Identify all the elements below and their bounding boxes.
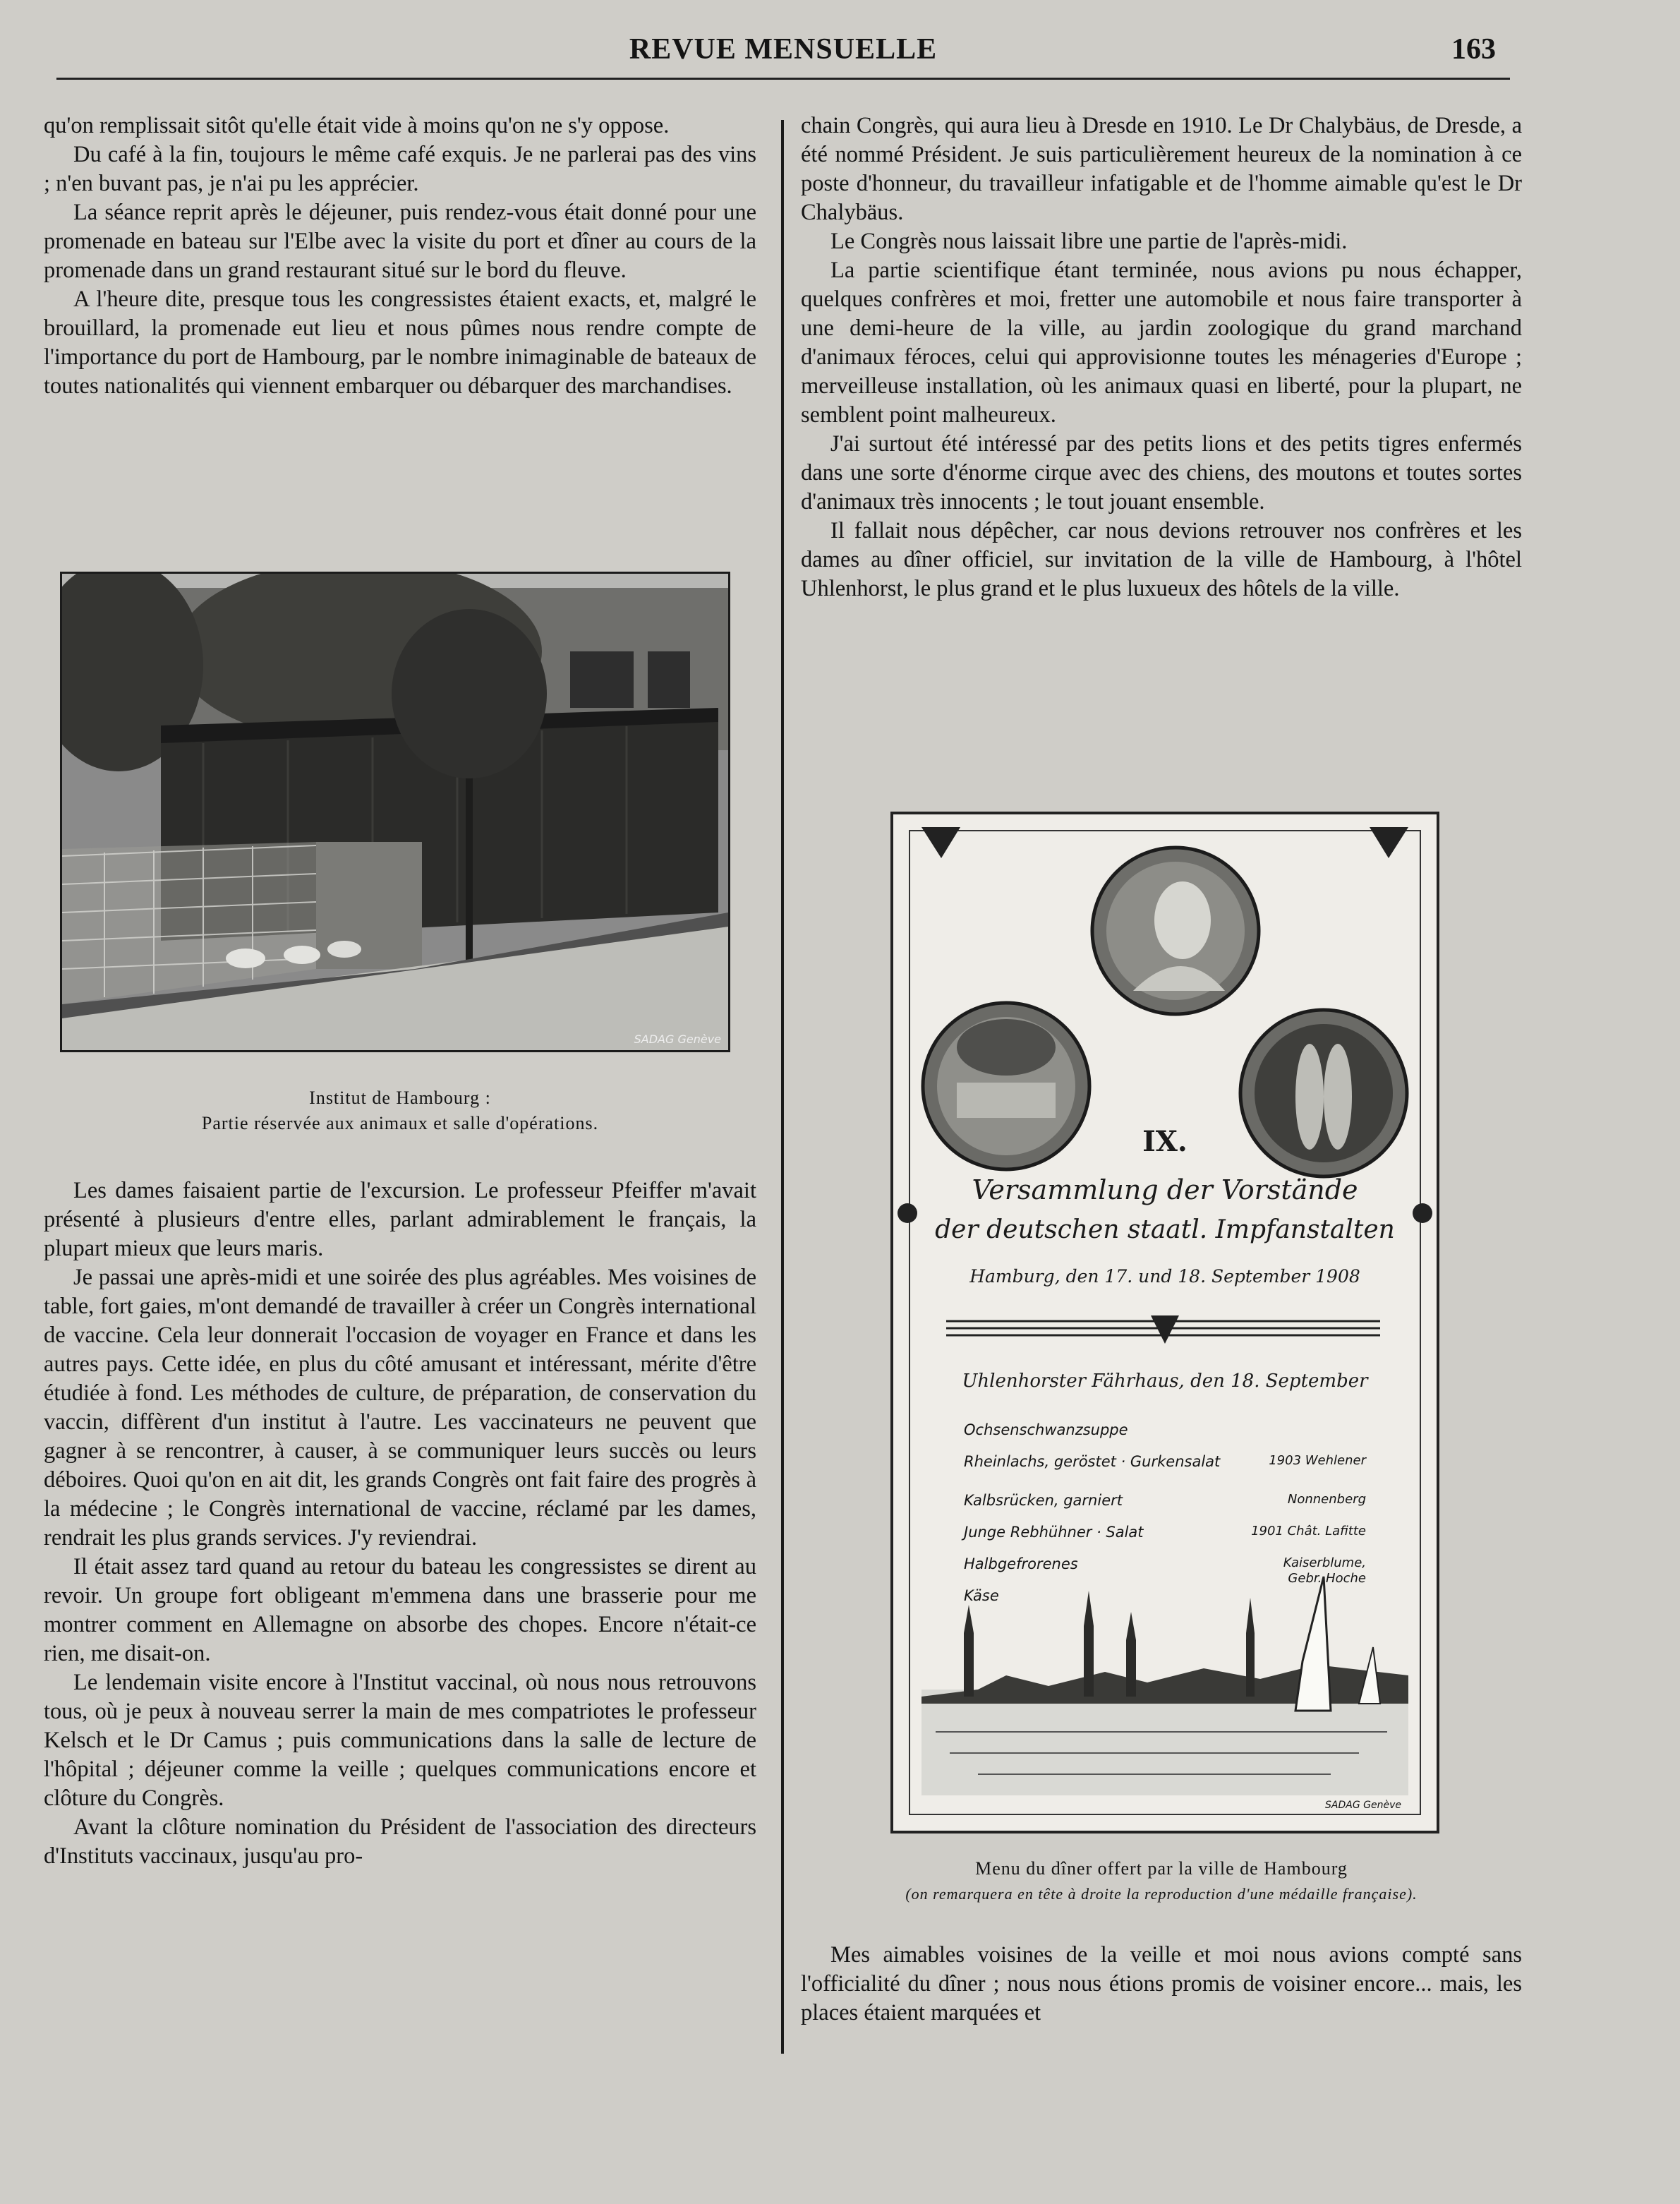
paragraph: Le Congrès nous laissait libre une partie de l'après-midi.	[830, 229, 1348, 254]
paragraph: Il était assez tard quand au retour du bateau les congressistes se dirent au revoir. Un groupe fort obligeant m'emmena dans une brasserie pour me montrer comment en Allemagne on absorbe des chopes. Encore n'était-ce rien, me disait-on.	[44, 1554, 756, 1666]
paragraph: Mes aimables voisines de la veille et moi nous avions compté sans l'officialité du dîner ; nous nous étions promis de voisiner encore... mais, les places étaient marquées et	[801, 1942, 1522, 2025]
left-column-top-text	[44, 112, 756, 401]
menu-dish: Rheinlachs, geröstet · Gurkensalat	[964, 1453, 1221, 1470]
paragraph: La partie scientifique étant terminée, nous avions pu nous échapper, quelques confrères et moi, fretter une automobile et nous faire transporter à une demi-heure de la ville, au jardin zoologique du grand marchand d'animaux féroces, celui qui approvisionne toutes les ménageries d'Europe ; merveilleuse installation, où les animaux quasi en liberté, pour la plupart, ne semblent point malheureux.	[801, 258, 1522, 428]
menu-wine: Nonnenberg	[1287, 1492, 1366, 1507]
menu-wine: 1901 Chât. Lafitte	[1251, 1524, 1366, 1538]
menu-item	[964, 1587, 1366, 1615]
menu-dish: Junge Rebhühner · Salat	[964, 1524, 1144, 1541]
institute-photo	[60, 572, 730, 1052]
menu-item	[964, 1453, 1366, 1481]
paragraph: Je passai une après-midi et une soirée des plus agréables. Mes voisines de table, fort gaies, m'ont demandé de travailler à créer un Congrès international de vaccine. Cela leur donnerait l'occasion de voyager en France et dans les autres pays. Cette idée, en plus du côté amusant et intéressant, mérite d'être étudiée à fond. Les méthodes de culture, de préparation, de conservation du vaccin, diffèrent d'un institut à l'autre. Les vaccinateurs ne peuvent que gagner à se rencontrer, à causer, à se communiquer leurs succès ou leurs déboires. Quoi qu'on en ait dit, les grands Congrès ont fait faire des progrès à la médecine ; le Congrès international de vaccine, réclamé par les dames, rendrait les plus grands services. J'y reviendrai.	[44, 1265, 756, 1550]
medal-portrait	[1092, 848, 1259, 1014]
paragraph: Les dames faisaient partie de l'excursion. Le professeur Pfeiffer m'avait présenté à plusieurs d'entre elles, parlant admirablement le français, la plupart mieux que leurs maris.	[44, 1178, 756, 1261]
menu-card	[890, 812, 1439, 1833]
menu-caption	[801, 1856, 1522, 1907]
left-column-bottom-text	[44, 1176, 756, 1871]
menu-signature: SADAG Genève	[1325, 1800, 1401, 1811]
menu-title-line2: der deutschen staatl. Impfanstalten	[935, 1215, 1395, 1244]
photo-caption-line1: Institut de Hambourg :	[309, 1088, 491, 1108]
paragraph: A l'heure dite, presque tous les congressistes étaient exacts, et, malgré le brouillard, la promenade eut lieu et nous pûmes nous rendre compte de l'importance du port de Hambourg, par le nombre inimaginable de bateaux de toutes nationalités qui viennent embarquer ou débarquer des marchandises.	[44, 287, 756, 399]
menu-item	[964, 1421, 1366, 1450]
menu-dish: Kalbsrücken, garniert	[964, 1492, 1123, 1509]
right-column-top-text	[801, 112, 1522, 603]
photo-caption	[44, 1085, 756, 1136]
photo-illustration	[62, 574, 728, 1050]
menu-dish: Käse	[964, 1587, 999, 1604]
menu-item	[964, 1555, 1366, 1584]
menu-wine: Kaiserblume, Gebr. Hoche	[1283, 1555, 1366, 1586]
paragraph: La séance reprit après le déjeuner, puis rendez-vous était donné pour une promenade en bateau sur l'Elbe avec la visite du port et dîner au cours de la promenade dans un grand restaurant situé sur le bord du fleuve.	[44, 200, 756, 283]
right-column-bottom-text	[801, 1941, 1522, 2028]
menu-item	[964, 1524, 1366, 1552]
menu-caption-line2: (on remarquera en tête à droite la reproduction d'une médaille française).	[905, 1885, 1418, 1903]
menu-decoration	[893, 814, 1437, 1831]
menu-title-line1: Versammlung der Vorstände	[972, 1174, 1358, 1205]
menu-number: IX.	[1142, 1125, 1188, 1158]
running-title: REVUE MENSUELLE	[629, 33, 938, 66]
menu-place-date: Hamburg, den 17. und 18. September 1908	[969, 1266, 1360, 1287]
paragraph: Il fallait nous dépêcher, car nous devions retrouver nos confrères et les dames au dîner officiel, sur invitation de la ville de Hambourg, à l'hôtel Uhlenhorst, le plus grand et le plus luxueux des hôtels de la ville.	[801, 518, 1522, 601]
menu-dish: Ochsenschwanzsuppe	[964, 1421, 1128, 1438]
page-header	[56, 28, 1510, 80]
menu-item	[964, 1492, 1366, 1520]
photo-signature: SADAG Genève	[634, 1032, 721, 1046]
paragraph: chain Congrès, qui aura lieu à Dresde en 1910. Le Dr Chalybäus, de Dresde, a été nommé Président. Je suis particulièrement heureux de la nomination à ce poste d'honneur, du travailleur infatigable et de l'homme aimable qu'est le Dr Chalybäus.	[801, 113, 1522, 225]
menu-dish: Halbgefrorenes	[964, 1555, 1078, 1572]
page-number: 163	[1451, 33, 1496, 66]
column-divider	[781, 120, 784, 2054]
menu-caption-line1: Menu du dîner offert par la ville de Hambourg	[975, 1858, 1348, 1879]
paragraph: Le lendemain visite encore à l'Institut vaccinal, où nous nous retrouvons tous, où je peux à nouveau serrer la main de mes compatriotes le professeur Kelsch et le Dr Camus ; puis communications dans la salle de lecture de l'hôpital ; déjeuner comme la veille ; quelques communications encore et clôture du Congrès.	[44, 1670, 756, 1811]
photo-caption-line2: Partie réservée aux animaux et salle d'opérations.	[201, 1113, 599, 1133]
paragraph: Avant la clôture nomination du Président de l'association des directeurs d'Instituts vaccinaux, jusqu'au pro-	[44, 1814, 756, 1869]
paragraph: Du café à la fin, toujours le même café exquis. Je ne parlerai pas des vins ; n'en buvant pas, je n'ai pu les apprécier.	[44, 142, 756, 196]
paragraph: J'ai surtout été intéressé par des petits lions et des petits tigres enfermés dans une sorte d'énorme cirque avec des chiens, des moutons et toutes sortes d'animaux très innocents ; le tout jouant ensemble.	[801, 431, 1522, 514]
paragraph: qu'on remplissait sitôt qu'elle était vide à moins qu'on ne s'y oppose.	[44, 113, 670, 138]
menu-venue: Uhlenhorster Fährhaus, den 18. September	[962, 1371, 1368, 1392]
menu-wine: 1903 Wehlener	[1269, 1453, 1366, 1468]
